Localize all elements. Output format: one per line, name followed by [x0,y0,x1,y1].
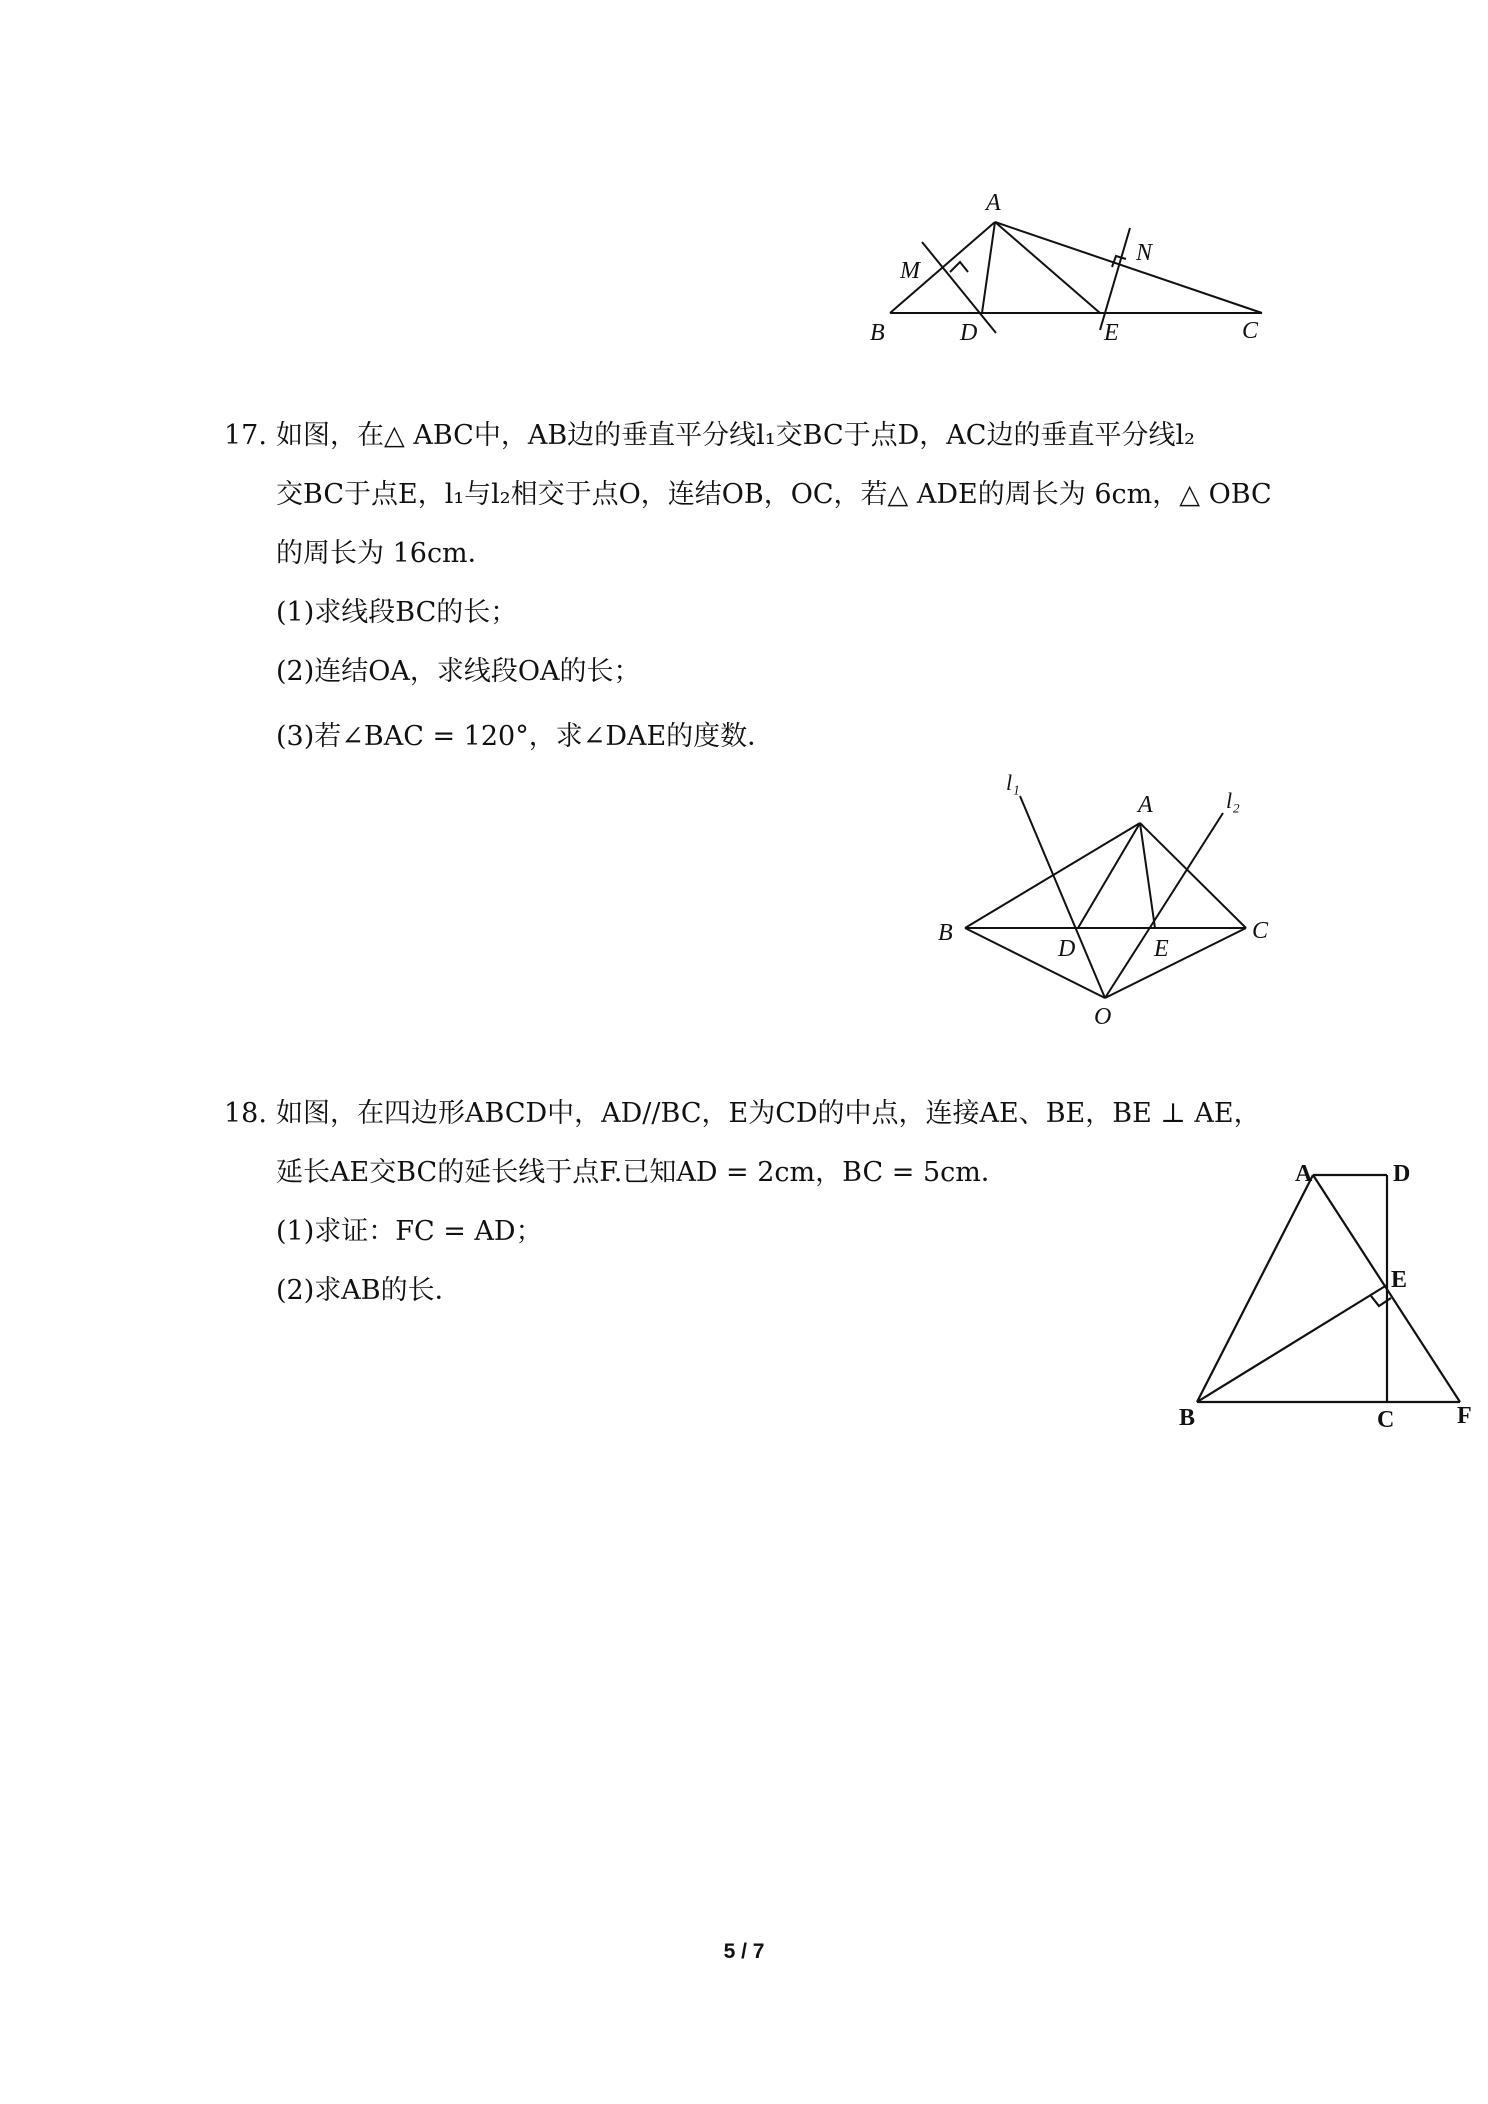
problem-number: 18. [224,1098,267,1129]
problem-18-question-2: (2)求AB的长． [276,1275,462,1306]
label-d: D [960,320,978,346]
label-b: B [938,920,953,946]
problem-17 [224,406,1272,766]
label-f: F [1457,1403,1472,1429]
label-b: B [870,320,885,346]
label-c: C [1252,918,1269,944]
label-d: D [1393,1161,1411,1187]
problem-17-line-2: 交BC于点E，l₁与l₂相交于点O，连结OB，OC，若△ ADE的周长为 6cm，△ OBC [276,479,1272,510]
figure-quadrilateral-abcd [1165,1155,1485,1435]
label-a: A [986,190,1001,216]
label-n: N [1136,240,1153,266]
label-e: E [1104,320,1119,346]
problem-18-line-1: 18. 如图，在四边形ABCD中，AD//BC，E为CD的中点，连接AE、BE，BE ⊥ AE， [224,1084,1261,1143]
label-d: D [1058,936,1076,962]
label-c: C [1377,1407,1395,1433]
label-e: E [1154,936,1169,962]
problem-18-line-2: 延长AE交BC的延长线于点F.已知AD = 2cm，BC = 5cm． [276,1157,1008,1188]
problem-18-question-1: (1)求证：FC = AD； [276,1216,543,1247]
label-a: A [1138,792,1153,818]
label-c: C [1242,318,1259,344]
label-b: B [1179,1405,1196,1431]
label-l2: l₂ [1226,788,1240,813]
problem-17-line-1: 17. 如图，在△ ABC中，AB边的垂直平分线l₁交BC于点D，AC边的垂直平分线l₂ [224,406,1272,465]
problem-18 [224,1084,1261,1320]
problem-17-question-2: (2)连结OA，求线段OA的长； [276,656,641,687]
figure-triangle-perpendicular-bisectors [860,180,1280,350]
label-a: A [1295,1161,1313,1187]
page-number: 5 / 7 [723,1940,765,1963]
problem-17-line-3: 的周长为 16cm． [276,538,495,569]
label-o: O [1094,1004,1112,1030]
figure-triangle-with-point-o [930,768,1290,1038]
problem-number: 17. [224,420,267,451]
label-e: E [1391,1267,1408,1293]
label-m: M [900,258,920,284]
label-l1: l₁ [1006,770,1020,795]
problem-17-question-3: (3)若∠BAC = 120°，求∠DAE的度数． [276,721,775,752]
problem-17-question-1: (1)求线段BC的长； [276,597,518,628]
